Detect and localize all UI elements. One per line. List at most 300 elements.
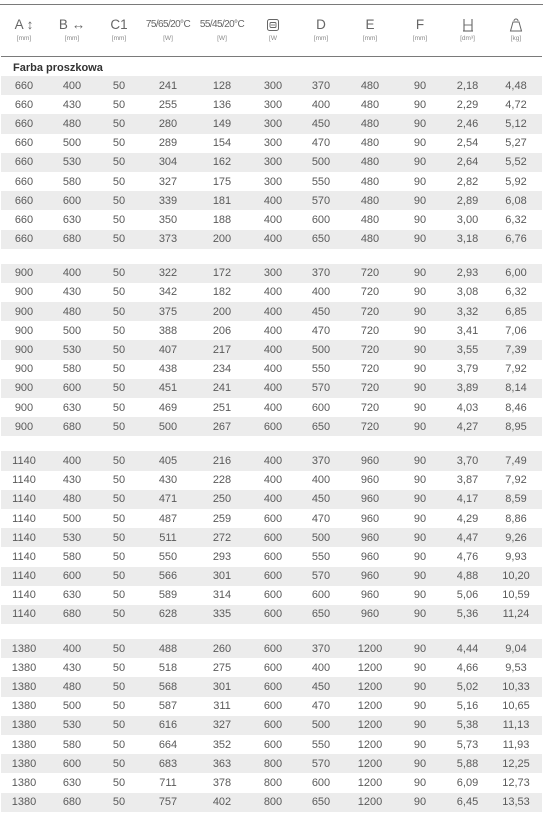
table-cell: 600 [47,379,97,398]
table-cell: 7,39 [490,340,542,359]
table-cell: 600 [263,550,283,563]
table-cell: 480 [47,302,97,321]
table-cell: 10,20 [490,567,542,586]
table-cell: 3,87 [456,474,479,487]
table-cell: 402 [195,793,249,812]
table-cell: 5,16 [456,700,479,713]
table-cell: 680 [47,605,97,624]
table-cell: 352 [212,738,232,751]
col-power-75-label: 75/65/20°C [145,19,191,30]
table-cell: 480 [47,114,97,133]
table-cell: 4,17 [445,490,490,509]
table-cell: 50 [97,677,141,696]
table-cell: 580 [62,363,82,376]
table-cell: 1200 [357,738,383,751]
col-header-f [395,5,445,57]
table-cell: 7,92 [505,363,527,376]
table-cell: 280 [141,114,195,133]
table-cell: 2,54 [456,137,479,150]
table-cell: 570 [297,567,345,586]
table-cell: 488 [141,639,195,658]
table-cell: 50 [97,639,141,658]
group-spacer [1,249,542,264]
table-row [1,264,542,283]
col-header-c1 [97,5,141,57]
table-row [1,793,542,812]
group-spacer [1,436,542,451]
table-row [1,379,542,398]
table-cell: 4,47 [445,528,490,547]
table-cell: 580 [62,175,82,188]
table-cell: 500 [62,700,82,713]
col-power-55-unit: [W] [217,35,227,42]
table-cell: 50 [97,793,141,812]
table-cell: 900 [14,286,34,299]
table-cell: 6,08 [490,191,542,210]
table-cell: 90 [413,213,427,226]
table-cell: 50 [112,776,126,789]
table-cell: 1380 [1,677,47,696]
table-cell: 90 [413,661,427,674]
table-row [1,528,542,547]
table-cell: 757 [141,793,195,812]
col-a-unit: [mm] [16,35,32,42]
table-cell: 680 [47,230,97,249]
table-cell: 438 [158,363,178,376]
table-cell: 3,55 [445,340,490,359]
table-cell: 720 [360,363,380,376]
table-cell: 960 [345,528,395,547]
table-cell: 90 [413,401,427,414]
table-cell: 50 [97,264,141,283]
table-cell: 400 [263,401,283,414]
table-cell: 90 [395,340,445,359]
table-cell: 1380 [11,776,37,789]
table-cell: 50 [112,98,126,111]
col-heater-label [249,17,297,33]
table-cell: 600 [263,700,283,713]
col-header-d [297,5,345,57]
table-cell: 90 [413,286,427,299]
table-cell: 50 [112,213,126,226]
table-cell: 900 [14,324,34,337]
table-cell: 500 [297,153,345,172]
table-cell: 255 [158,98,178,111]
table-cell: 50 [112,512,126,525]
table-cell: 660 [14,213,34,226]
table-cell: 90 [413,589,427,602]
col-header-power-75 [141,5,195,57]
table-cell: 480 [47,677,97,696]
table-cell: 600 [311,589,331,602]
table-cell: 960 [345,567,395,586]
table-cell: 378 [212,776,232,789]
table-cell: 430 [158,474,178,487]
table-cell: 272 [195,528,249,547]
table-row [1,283,542,302]
table-row [1,697,542,716]
col-d-unit: [mm] [313,35,329,42]
table-cell: 241 [195,379,249,398]
table-cell: 90 [395,379,445,398]
table-cell: 800 [263,776,283,789]
table-cell: 267 [195,417,249,436]
table-cell: 5,36 [445,605,490,624]
table-cell: 500 [297,340,345,359]
table-cell: 1200 [357,661,383,674]
table-cell: 370 [297,639,345,658]
table-cell: 720 [360,286,380,299]
table-cell: 1200 [357,700,383,713]
table-cell: 7,49 [490,451,542,470]
table-cell: 50 [97,567,141,586]
table-row [1,153,542,172]
table-cell: 400 [263,213,283,226]
table-cell: 550 [311,175,331,188]
table-cell: 2,46 [445,114,490,133]
table-cell: 200 [195,230,249,249]
table-cell: 500 [62,512,82,525]
table-row [1,490,542,509]
table-cell: 3,18 [445,230,490,249]
table-cell: 960 [345,451,395,470]
table-cell: 216 [195,451,249,470]
table-cell: 5,73 [456,738,479,751]
table-row [1,172,542,191]
col-volume-unit: [dm³] [460,35,475,42]
table-cell: 680 [47,793,97,812]
table-cell: 90 [395,302,445,321]
table-cell: 5,52 [490,153,542,172]
table-cell: 50 [97,230,141,249]
table-cell: 4,88 [445,567,490,586]
table-cell: 10,65 [502,700,530,713]
table-cell: 4,03 [456,401,479,414]
table-cell: 550 [311,738,331,751]
table-cell: 469 [158,401,178,414]
table-cell: 660 [14,137,34,150]
table-cell: 90 [413,738,427,751]
table-cell: 50 [112,363,126,376]
section-title: Farba proszkowa [13,61,103,74]
table-cell: 5,27 [505,137,527,150]
table-cell: 50 [97,302,141,321]
table-cell: 471 [141,490,195,509]
table-cell: 90 [395,114,445,133]
group-spacer-cell [1,436,542,451]
table-cell: 228 [212,474,232,487]
table-row [1,95,542,114]
heater-box-icon [266,17,280,33]
table-cell: 400 [47,76,97,95]
table-cell: 660 [1,76,47,95]
table-row [1,471,542,490]
table-cell: 400 [263,474,283,487]
col-header-weight [490,5,542,57]
table-cell: 259 [212,512,232,525]
table-cell: 450 [297,677,345,696]
table-cell: 650 [297,417,345,436]
table-cell: 50 [112,401,126,414]
table-cell: 600 [47,754,97,773]
table-cell: 3,08 [456,286,479,299]
table-cell: 720 [345,264,395,283]
table-cell: 172 [195,264,249,283]
table-cell: 8,86 [505,512,527,525]
table-cell: 550 [311,363,331,376]
table-cell: 200 [195,302,249,321]
table-cell: 450 [297,114,345,133]
table-cell: 90 [413,550,427,563]
table-cell: 400 [249,230,297,249]
table-row [1,360,542,379]
col-header-power-55 [195,5,249,57]
table-cell: 327 [195,716,249,735]
table-cell: 500 [297,716,345,735]
table-cell: 630 [62,589,82,602]
table-cell: 311 [213,700,231,713]
table-cell: 683 [141,754,195,773]
table-cell: 90 [395,716,445,735]
table-cell: 3,32 [445,302,490,321]
table-cell: 1140 [12,474,36,487]
table-row [1,716,542,735]
table-cell: 720 [360,401,380,414]
table-cell: 511 [141,528,195,547]
table-cell: 550 [311,550,331,563]
table-cell: 630 [62,401,82,414]
table-cell: 300 [263,175,283,188]
table-cell: 5,12 [490,114,542,133]
table-cell: 600 [249,605,297,624]
table-cell: 1140 [1,490,47,509]
table-cell: 260 [195,639,249,658]
table-cell: 50 [97,528,141,547]
table-cell: 4,72 [505,98,527,111]
table-cell: 90 [413,474,427,487]
group-spacer [1,624,542,639]
table-cell: 628 [141,605,195,624]
table-cell: 300 [249,264,297,283]
table-cell: 407 [141,340,195,359]
table-cell: 3,89 [445,379,490,398]
table-cell: 480 [345,114,395,133]
table-cell: 800 [249,793,297,812]
col-heater-unit: [W [269,35,277,42]
table-cell: 9,26 [490,528,542,547]
table-cell: 480 [345,191,395,210]
table-cell: 2,93 [445,264,490,283]
table-cell: 9,04 [490,639,542,658]
table-cell: 50 [97,76,141,95]
table-cell: 900 [1,264,47,283]
table-cell: 128 [195,76,249,95]
table-cell: 234 [212,363,232,376]
table-cell: 6,45 [445,793,490,812]
table-row [1,677,542,696]
table-cell: 50 [112,175,126,188]
header-row [1,5,542,57]
table-cell: 188 [212,213,232,226]
table-cell: 206 [212,324,232,337]
table-row [1,586,542,605]
table-cell: 50 [97,451,141,470]
table-cell: 90 [395,567,445,586]
table-cell: 711 [159,776,177,789]
table-cell: 2,89 [445,191,490,210]
table-cell: 4,44 [445,639,490,658]
table-cell: 530 [47,716,97,735]
table-cell: 162 [195,153,249,172]
table-cell: 300 [249,76,297,95]
table-cell: 4,29 [456,512,479,525]
table-cell: 50 [112,589,126,602]
table-cell: 600 [311,401,331,414]
table-cell: 960 [345,490,395,509]
table-cell: 90 [395,490,445,509]
col-b-unit: [mm] [64,35,80,42]
table-cell: 300 [249,114,297,133]
table-cell: 400 [311,474,331,487]
table-cell: 480 [360,137,380,150]
col-f-unit: [mm] [412,35,428,42]
table-cell: 720 [345,379,395,398]
table-cell: 400 [311,98,331,111]
table-cell: 90 [395,153,445,172]
table-cell: 900 [14,363,34,376]
col-header-heater [249,5,297,57]
table-cell: 90 [413,776,427,789]
table-cell: 487 [158,512,178,525]
table-cell: 400 [249,490,297,509]
table-row [1,76,542,95]
table-cell: 580 [62,550,82,563]
table-cell: 480 [345,76,395,95]
table-cell: 9,93 [505,550,527,563]
table-cell: 720 [360,324,380,337]
table-row [1,509,542,528]
table-cell: 400 [263,324,283,337]
col-c1-unit: [mm] [111,35,127,42]
col-header-e [345,5,395,57]
table-cell: 600 [47,191,97,210]
table-row [1,398,542,417]
table-cell: 6,32 [505,286,527,299]
table-cell: 600 [263,512,283,525]
table-row [1,754,542,773]
table-cell: 1200 [357,776,383,789]
radiator-spec-table [1,5,542,812]
table-cell: 8,46 [505,401,527,414]
table-cell: 1140 [1,605,47,624]
table-cell: 960 [360,474,380,487]
table-cell: 600 [263,661,283,674]
group-spacer-cell [1,249,542,264]
table-cell: 400 [47,264,97,283]
table-cell: 5,92 [505,175,527,188]
table-cell: 4,66 [456,661,479,674]
col-e-unit: [mm] [362,35,378,42]
table-cell: 900 [1,340,47,359]
table-cell: 2,64 [445,153,490,172]
table-cell: 1380 [1,639,47,658]
table-row [1,735,542,754]
table-cell: 50 [97,417,141,436]
table-cell: 600 [311,213,331,226]
table-cell: 616 [141,716,195,735]
table-cell: 11,24 [490,605,542,624]
table-cell: 430 [62,98,82,111]
table-cell: 90 [395,451,445,470]
table-row [1,134,542,153]
table-row [1,114,542,133]
table-cell: 4,48 [490,76,542,95]
table-cell: 350 [158,213,178,226]
table-cell: 4,27 [445,417,490,436]
table-cell: 570 [297,379,345,398]
table-cell: 363 [195,754,249,773]
table-cell: 400 [263,286,283,299]
table-cell: 400 [311,286,331,299]
table-cell: 50 [97,114,141,133]
table-cell: 650 [297,793,345,812]
table-row [1,230,542,249]
table-cell: 90 [413,98,427,111]
table-cell: 373 [141,230,195,249]
table-row [1,191,542,210]
table-cell: 4,76 [456,550,479,563]
table-cell: 960 [360,589,380,602]
table-cell: 550 [158,550,178,563]
table-cell: 568 [141,677,195,696]
table-cell: 90 [395,76,445,95]
table-cell: 90 [413,324,427,337]
table-row [1,321,542,340]
table-cell: 960 [345,605,395,624]
table-cell: 90 [395,605,445,624]
table-cell: 900 [1,417,47,436]
table-cell: 3,41 [456,324,479,337]
table-row [1,567,542,586]
table-cell: 1380 [11,738,37,751]
table-cell: 650 [297,230,345,249]
table-cell: 335 [195,605,249,624]
table-cell: 90 [395,793,445,812]
table-cell: 50 [97,340,141,359]
table-cell: 630 [62,213,82,226]
table-cell: 589 [158,589,178,602]
table-cell: 500 [62,324,82,337]
table-cell: 154 [212,137,232,150]
table-cell: 90 [413,137,427,150]
table-cell: 600 [47,567,97,586]
table-cell: 400 [47,639,97,658]
table-cell: 301 [195,677,249,696]
table-cell: 800 [249,754,297,773]
table-cell: 90 [413,700,427,713]
table-row [1,210,542,229]
col-volume-label [445,17,490,33]
table-cell: 470 [311,512,331,525]
table-cell: 2,82 [456,175,479,188]
table-cell: 301 [195,567,249,586]
table-cell: 5,38 [445,716,490,735]
table-cell: 50 [97,716,141,735]
table-cell: 7,92 [505,474,527,487]
table-cell: 1200 [345,677,395,696]
table-cell: 630 [62,776,82,789]
table-cell: 90 [413,363,427,376]
